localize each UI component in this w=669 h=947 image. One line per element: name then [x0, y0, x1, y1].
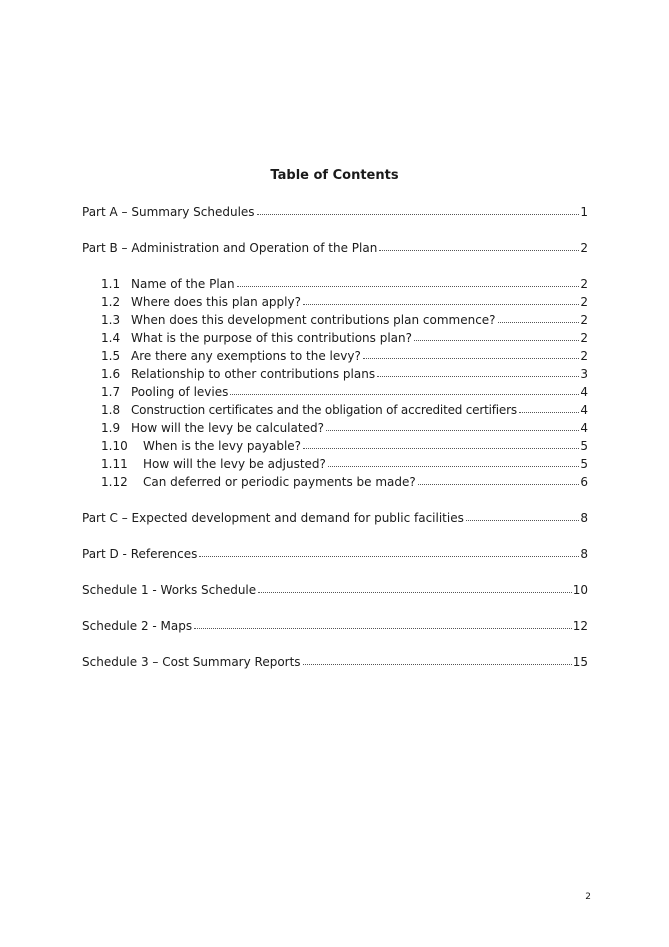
toc-entry-text: Part D - References — [82, 547, 198, 561]
toc-entry-page: 4 — [580, 403, 588, 417]
dot-leader — [303, 437, 579, 449]
dot-leader — [237, 275, 580, 287]
toc-entry-page: 4 — [580, 385, 588, 399]
toc-entry-page: 10 — [572, 583, 588, 597]
toc-entry-text: How will the levy be calculated? — [131, 421, 324, 435]
toc-entry-number: 1.8 — [101, 403, 121, 417]
toc-entry-1-6[interactable] — [101, 366, 588, 382]
toc-entry-text: Part B – Administration and Operation of the Plan — [82, 241, 378, 255]
toc-entry-part-d[interactable] — [82, 546, 588, 562]
toc-entry-text: Are there any exemptions to the levy? — [131, 349, 361, 363]
dot-leader — [466, 509, 580, 521]
toc-entry-page: 8 — [580, 547, 588, 561]
dot-leader — [194, 617, 572, 629]
toc-entry-page: 2 — [580, 331, 588, 345]
toc-entry-page: 5 — [580, 439, 588, 453]
toc-entry-1-4[interactable] — [101, 330, 588, 346]
dot-leader — [498, 311, 580, 323]
toc-entry-page: 3 — [580, 367, 588, 381]
toc-entry-number: 1.5 — [101, 349, 121, 363]
toc-entry-part-c[interactable] — [82, 510, 588, 526]
page-number: 2 — [585, 892, 591, 902]
dot-leader — [199, 545, 579, 557]
toc-entry-1-10[interactable] — [101, 438, 588, 454]
toc-entry-page: 12 — [572, 619, 588, 633]
toc-entry-1-1[interactable] — [101, 276, 588, 292]
toc-entry-number: 1.10 — [101, 439, 128, 453]
toc-entry-number: 1.12 — [101, 475, 128, 489]
toc-entry-page: 2 — [580, 313, 588, 327]
toc-entry-1-7[interactable] — [101, 384, 588, 400]
dot-leader — [363, 347, 580, 359]
toc-entry-page: 1 — [580, 205, 588, 219]
dot-leader — [230, 383, 579, 395]
toc-entry-text: How will the levy be adjusted? — [143, 457, 326, 471]
dot-leader — [377, 365, 579, 377]
dot-leader — [258, 581, 572, 593]
toc-entry-text: Schedule 1 - Works Schedule — [82, 583, 257, 597]
toc-entry-1-3[interactable] — [101, 312, 588, 328]
toc-entry-number: 1.11 — [101, 457, 128, 471]
toc-entry-page: 2 — [580, 241, 588, 255]
toc-entry-text: What is the purpose of this contributions plan? — [131, 331, 412, 345]
toc-entry-text: When does this development contributions plan commence? — [131, 313, 496, 327]
toc-entry-part-a[interactable] — [82, 204, 588, 220]
dot-leader — [326, 419, 579, 431]
dot-leader — [303, 653, 572, 665]
toc-entry-page: 6 — [580, 475, 588, 489]
toc-entry-text: Schedule 2 - Maps — [82, 619, 193, 633]
dot-leader — [418, 473, 580, 485]
toc-entry-text: When is the levy payable? — [143, 439, 302, 453]
toc-entry-1-9[interactable] — [101, 420, 588, 436]
toc-entry-text: Part C – Expected development and demand for public facilities — [82, 511, 464, 525]
toc-entry-number: 1.9 — [101, 421, 121, 435]
toc-entry-text: Construction certificates and the obligation of accredited certifiers — [131, 403, 517, 417]
toc-entry-1-12[interactable] — [101, 474, 588, 490]
toc-entry-page: 15 — [572, 655, 588, 669]
toc-entry-schedule-1[interactable] — [82, 582, 588, 598]
dot-leader — [328, 455, 579, 467]
toc-entry-text: Pooling of levies — [131, 385, 229, 399]
toc-entry-text: Schedule 3 – Cost Summary Reports — [82, 655, 301, 669]
toc-entry-page: 2 — [580, 295, 588, 309]
toc-entry-page: 4 — [580, 421, 588, 435]
toc-entry-number: 1.3 — [101, 313, 121, 327]
toc-entry-part-b[interactable] — [82, 240, 588, 256]
toc-entry-page: 5 — [580, 457, 588, 471]
dot-leader — [257, 203, 580, 215]
toc-title: Table of Contents — [270, 168, 399, 183]
toc-entry-text: Can deferred or periodic payments be made? — [143, 475, 416, 489]
toc-entry-1-5[interactable] — [101, 348, 588, 364]
toc-entry-1-11[interactable] — [101, 456, 588, 472]
toc-entry-number: 1.6 — [101, 367, 121, 381]
toc-entry-page: 8 — [580, 511, 588, 525]
toc-entry-page: 2 — [580, 349, 588, 363]
dot-leader — [519, 401, 579, 413]
dot-leader — [303, 293, 579, 305]
toc-entry-1-8[interactable] — [101, 402, 588, 418]
toc-entry-text: Where does this plan apply? — [131, 295, 301, 309]
dot-leader — [379, 239, 579, 251]
toc-entry-text: Part A – Summary Schedules — [82, 205, 255, 219]
toc-entry-number: 1.2 — [101, 295, 121, 309]
toc-entry-schedule-2[interactable] — [82, 618, 588, 634]
toc-entry-number: 1.1 — [101, 277, 121, 291]
toc-entry-1-2[interactable] — [101, 294, 588, 310]
dot-leader — [414, 329, 579, 341]
toc-entry-text: Relationship to other contributions plans — [131, 367, 376, 381]
toc-entry-number: 1.7 — [101, 385, 121, 399]
toc-entry-text: Name of the Plan — [131, 277, 235, 291]
toc-entry-page: 2 — [580, 277, 588, 291]
toc-entry-schedule-3[interactable] — [82, 654, 588, 670]
toc-entry-number: 1.4 — [101, 331, 121, 345]
